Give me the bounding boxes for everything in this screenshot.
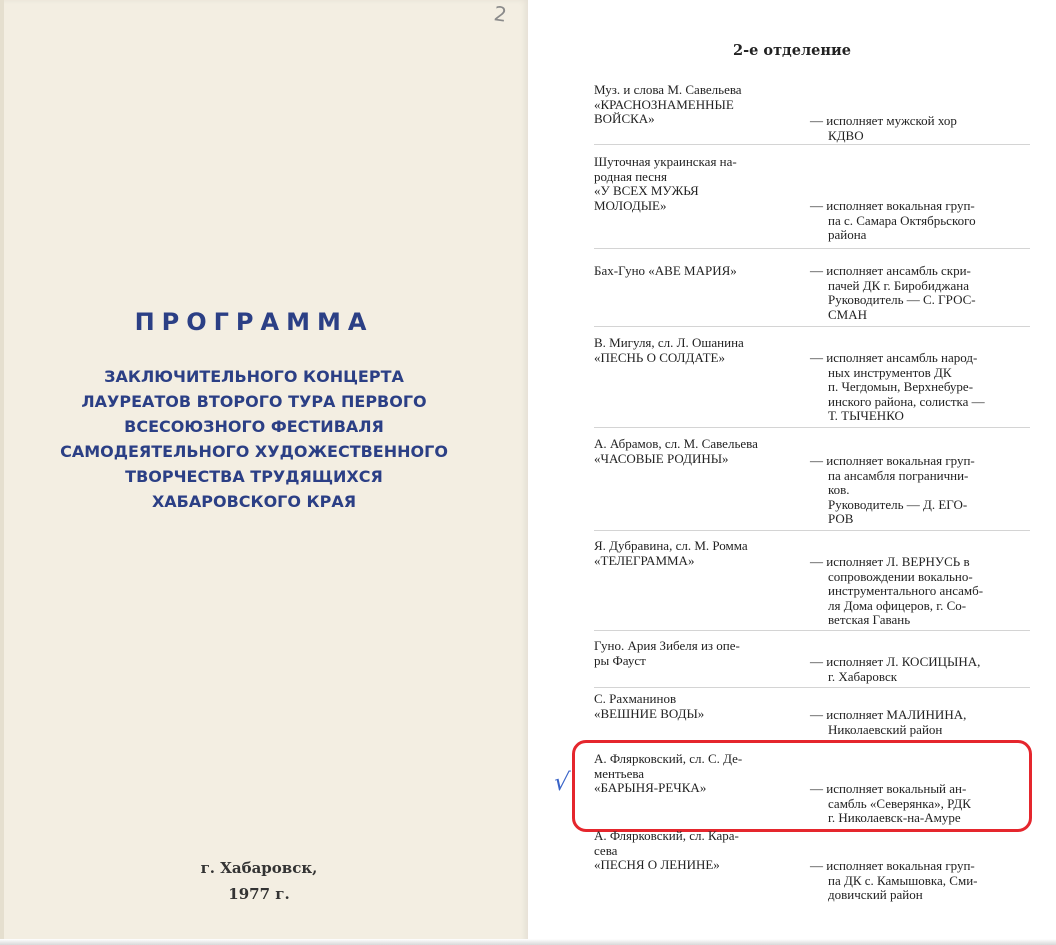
divider	[594, 248, 1030, 249]
performer	[810, 555, 1030, 628]
performer	[810, 859, 1030, 903]
performer-line: — исполняет Л. ВЕРНУСЬ в	[810, 554, 970, 569]
performer	[810, 351, 1030, 424]
performer-line: па ансамбля погранични-	[828, 467, 969, 483]
performer-line: г. Хабаровск	[828, 668, 898, 684]
highlight-box	[572, 740, 1032, 832]
performer-line: довичский район	[828, 887, 923, 902]
work-line: А. Флярковский, сл. Кара-	[594, 828, 739, 843]
program-page	[528, 0, 1056, 945]
cover-subtitle-line: ВСЕСОЮЗНОГО ФЕСТИВАЛЯ	[124, 417, 384, 436]
work-title	[594, 692, 798, 721]
cover-city: г. Хабаровск,	[200, 859, 318, 877]
work-line: МОЛОДЫЕ»	[594, 197, 667, 213]
performer-line: ля Дома офицеров, г. Со-	[828, 597, 967, 613]
performer-line: самбль «Северянка», РДК	[828, 795, 971, 811]
performer-line: РОВ	[828, 511, 854, 526]
cover-subtitle-line: ЗАКЛЮЧИТЕЛЬНОГО КОНЦЕРТА	[104, 367, 404, 386]
work-line: «ПЕСНЬ О СОЛДАТЕ»	[594, 349, 725, 365]
performer-line: — исполняет Л. КОСИЦЫНА,	[810, 654, 981, 669]
work-line: А. Абрамов, сл. М. Савельева	[594, 436, 758, 451]
cover-title: ПРОГРАММА	[134, 308, 374, 336]
performer-line: — исполняет ансамбль народ-	[810, 350, 978, 365]
work-title	[594, 155, 798, 213]
performer-line: — исполняет вокальная груп-	[810, 858, 975, 873]
cover-subtitle-line: ТВОРЧЕСТВА ТРУДЯЩИХСЯ	[125, 467, 383, 486]
performer-line: СМАН	[828, 306, 868, 322]
performer-line: п. Чегдомын, Верхнебуре-	[828, 379, 974, 394]
performer-line: — исполняет МАЛИНИНА,	[810, 707, 967, 722]
work-line: сева	[594, 842, 618, 858]
performer-line: — исполняет вокальная груп-	[810, 198, 975, 213]
work-title	[594, 829, 798, 873]
work-title	[594, 264, 798, 279]
divider	[594, 530, 1030, 531]
work-line: Бах-Гуно «АВЕ МАРИЯ»	[594, 263, 737, 278]
work-line: ВОЙСКА»	[594, 111, 655, 126]
performer-line: — исполняет вокальный ан-	[810, 781, 967, 796]
cover-city-year	[0, 855, 518, 907]
check-mark-icon: √	[552, 768, 572, 796]
cover-year: 1977 г.	[228, 885, 290, 903]
divider	[594, 427, 1030, 428]
performer-line: инского района, солистка —	[828, 393, 985, 409]
work-line: А. Флярковский, сл. С. Де-	[594, 751, 743, 766]
work-title	[594, 639, 798, 668]
performer-line: — исполняет ансамбль скри-	[810, 263, 971, 278]
performer-line: ков.	[828, 482, 850, 497]
section-title: 2-е отделение	[733, 42, 851, 59]
performer-line: — исполняет вокальная груп-	[810, 453, 975, 468]
work-line: «ЧАСОВЫЕ РОДИНЫ»	[594, 450, 729, 466]
performer-line: района	[828, 227, 867, 242]
work-title	[594, 83, 798, 127]
work-line: С. Рахманинов	[594, 691, 677, 706]
pencil-page-number: 2	[492, 1, 509, 27]
performer-line: — исполняет мужской хор	[810, 113, 957, 128]
scan-bottom-edge	[0, 939, 1056, 945]
work-line: ментьева	[594, 765, 645, 781]
performer-line: па ДК с. Камышовка, Сми-	[828, 872, 978, 888]
work-line: Гуно. Ария Зибеля из опе-	[594, 638, 740, 653]
work-line: Шуточная украинская на-	[594, 154, 737, 169]
work-line: Я. Дубравина, сл. М. Ромма	[594, 538, 748, 553]
performer-line: КДВО	[828, 127, 864, 143]
work-line: «БАРЫНЯ-РЕЧКА»	[594, 780, 707, 795]
work-line: «КРАСНОЗНАМЕННЫЕ	[594, 96, 734, 112]
work-line: «У ВСЕХ МУЖЬЯ	[594, 183, 699, 198]
performer-line: пачей ДК г. Биробиджана	[828, 277, 969, 293]
performer-line: Николаевский район	[828, 721, 943, 737]
work-line: ры Фауст	[594, 652, 646, 668]
cover-subtitle-line: САМОДЕЯТЕЛЬНОГО ХУДОЖЕСТВЕННОГО	[60, 442, 448, 461]
cover-subtitle-line: ЛАУРЕАТОВ ВТОРОГО ТУРА ПЕРВОГО	[81, 392, 427, 411]
work-title	[594, 336, 798, 365]
performer-line: Руководитель — С. ГРОС-	[828, 292, 976, 307]
work-line: «ТЕЛЕГРАММА»	[594, 552, 695, 568]
work-line: Муз. и слова М. Савельева	[594, 82, 742, 97]
work-line: «ПЕСНЯ О ЛЕНИНЕ»	[594, 857, 720, 872]
work-line: «ВЕШНИЕ ВОДЫ»	[594, 705, 705, 721]
performer-line: г. Николаевск-на-Амуре	[828, 810, 961, 825]
work-line: родная песня	[594, 168, 667, 184]
work-title	[594, 539, 798, 568]
divider	[594, 687, 1030, 688]
cover-subtitle-line: ХАБАРОВСКОГО КРАЯ	[151, 492, 357, 511]
performer	[810, 708, 1030, 737]
performer-line: Руководитель — Д. ЕГО-	[828, 496, 968, 512]
performer	[810, 264, 1030, 322]
cover-subtitle	[0, 364, 508, 514]
divider	[594, 144, 1030, 145]
performer-line: Т. ТЫЧЕНКО	[828, 408, 904, 423]
divider	[594, 326, 1030, 327]
performer	[810, 199, 1030, 243]
performer-line: па с. Самара Октябрьского	[828, 212, 976, 228]
performer-line: ветская Гавань	[828, 612, 911, 627]
work-line: В. Мигуля, сл. Л. Ошанина	[594, 335, 744, 350]
performer-line: ных инструментов ДК	[828, 364, 952, 380]
performer-line: сопровождении вокально-	[828, 568, 973, 584]
divider	[594, 630, 1030, 631]
performer	[810, 114, 1030, 143]
work-title	[594, 437, 798, 466]
performer-line: инструментального ансамб-	[828, 583, 984, 598]
performer	[810, 454, 1030, 527]
performer	[810, 655, 1030, 684]
